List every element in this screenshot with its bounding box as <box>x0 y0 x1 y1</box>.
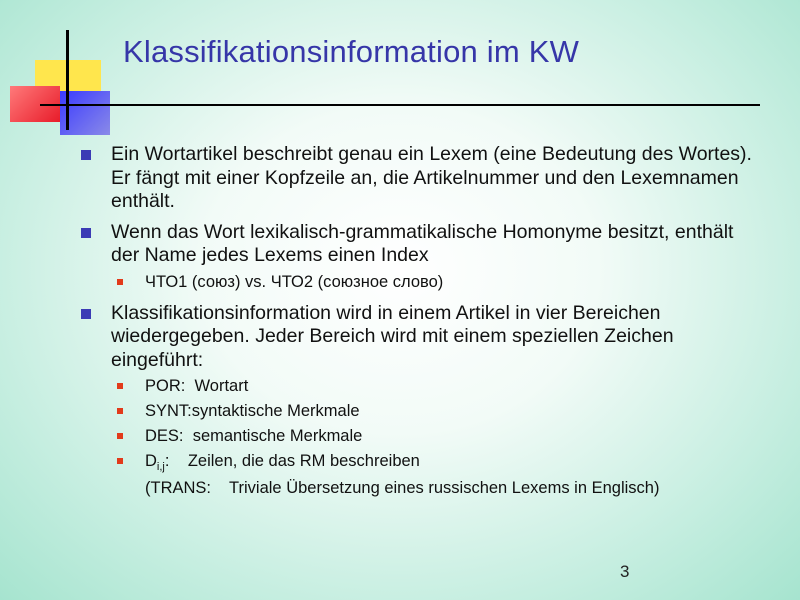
square-bullet-icon <box>81 150 91 160</box>
section-label: D <box>145 452 157 470</box>
section-text: semantische Merkmale <box>192 427 363 445</box>
section-text: syntaktische Merkmale <box>191 402 360 420</box>
section-label: (TRANS: <box>145 479 211 497</box>
bullet-item <box>80 221 760 268</box>
section-item-d <box>80 449 760 476</box>
section-text: Triviale Übersetzung eines russischen Lexems in Englisch) <box>229 479 660 497</box>
small-square-bullet-icon <box>117 279 123 285</box>
sub-bullet-item <box>80 270 760 295</box>
bullet-text: Wenn das Wort lexikalisch-grammatikalische Homonyme besitzt, enthält der Name jedes Lexems einen Index <box>111 220 734 266</box>
horizontal-rule <box>40 104 760 106</box>
section-item-des <box>80 424 760 449</box>
section-item-trans <box>80 476 760 501</box>
square-bullet-icon <box>81 309 91 319</box>
small-square-bullet-icon <box>117 383 123 389</box>
bullet-item <box>80 302 760 373</box>
sub-bullet-text: ЧТО1 (союз) vs. ЧТО2 (союзное слово) <box>145 272 444 291</box>
section-text: Wortart <box>194 377 249 395</box>
section-text: Zeilen, die das RM beschreiben <box>187 452 420 470</box>
vertical-rule <box>66 30 69 130</box>
section-label: SYNT: <box>145 402 192 420</box>
section-item-por <box>80 374 760 399</box>
bullet-item <box>80 143 760 214</box>
small-square-bullet-icon <box>117 458 123 464</box>
section-subscript: i,j <box>156 461 165 473</box>
square-bullet-icon <box>81 228 91 238</box>
section-label: POR: <box>145 377 186 395</box>
page-number: 3 <box>620 562 630 581</box>
bullet-text: Klassifikationsinformation wird in einem Artikel in vier Bereichen wiedergegeben. Jeder Bereich wird mit einem speziellen Zeichen eingeführt: <box>111 301 674 371</box>
slide-title: Klassifikationsinformation im KW <box>123 34 580 69</box>
small-square-bullet-icon <box>117 433 123 439</box>
section-label: DES: <box>145 427 184 445</box>
small-square-bullet-icon <box>117 408 123 414</box>
section-item-synt <box>80 399 760 424</box>
section-colon: : <box>164 452 170 470</box>
bullet-text: Ein Wortartikel beschreibt genau ein Lexem (eine Bedeutung des Wortes). Er fängt mit einer Kopfzeile an, die Artikelnummer und den Lexemnamen enthält. <box>111 143 752 212</box>
slide-content <box>80 143 760 501</box>
